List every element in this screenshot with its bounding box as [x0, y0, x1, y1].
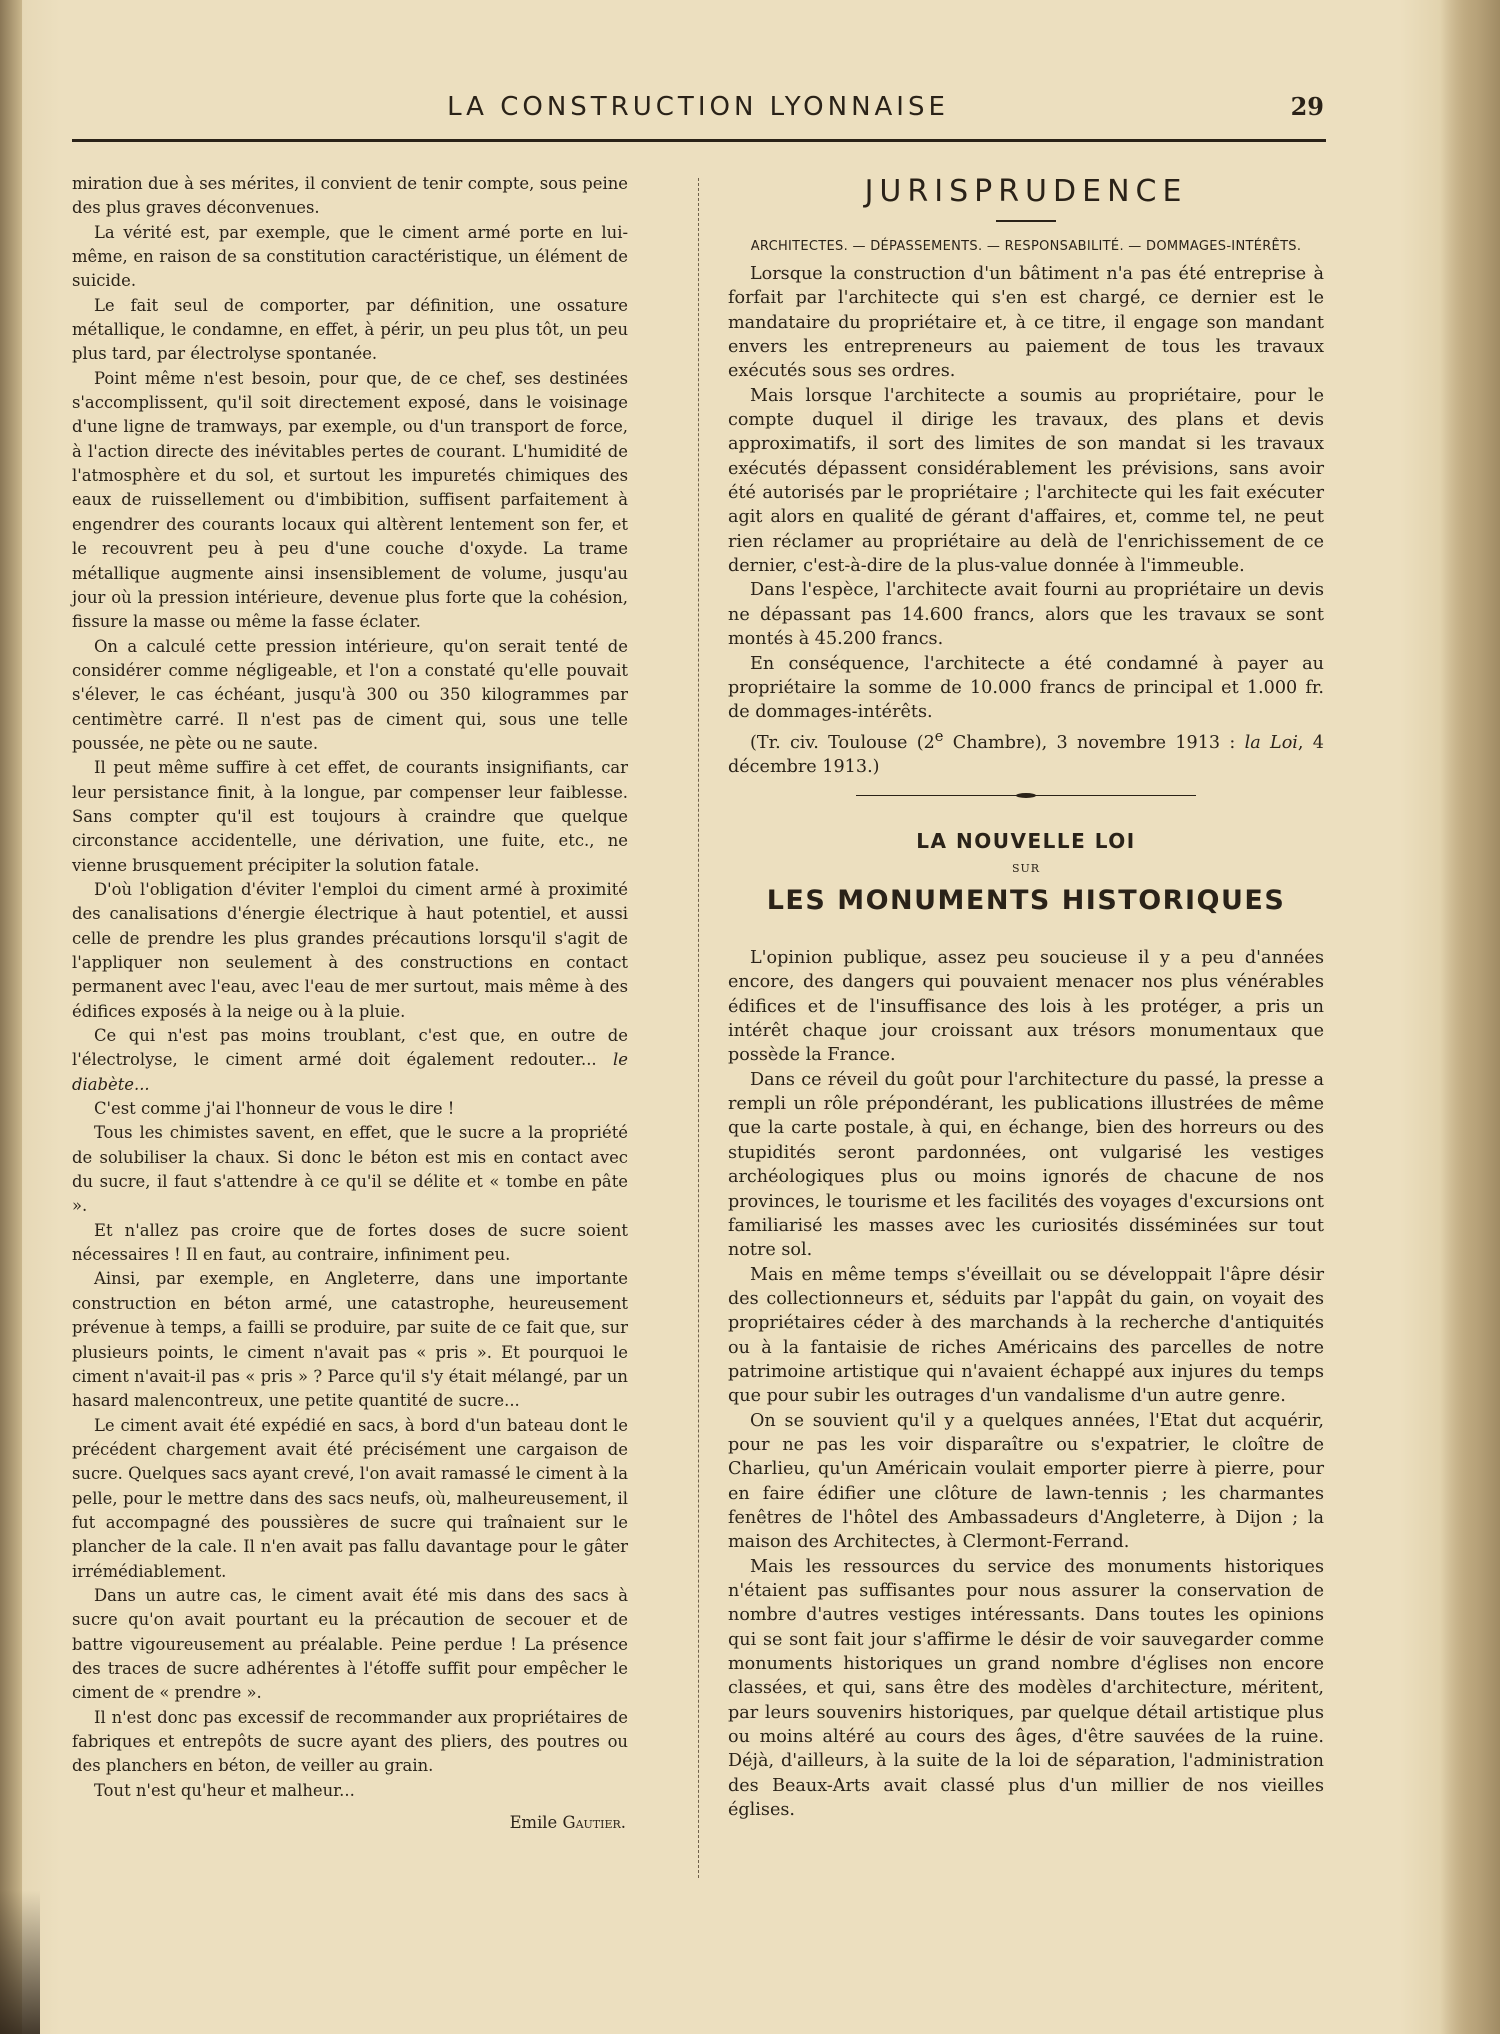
paragraph: miration due à ses mérites, il convient de tenir compte, sous peine des plus graves déconvenues. [72, 174, 628, 218]
paragraph: Il peut même suffire à cet effet, de courants insignifiants, car leur persistance finit, à la longue, par compenser leur faiblesse. Sans compter qu'il est toujours à craindre que quelque circonstance accidentelle, une dérivation, une fuite, etc., ne vienne brusquement précipiter la solution fatale. [72, 758, 628, 875]
paragraph: On se souvient qu'il y a quelques années, l'Etat dut acquérir, pour ne pas les voir disparaître ou s'expatrier, le cloître de Charlieu, qu'un Américain voulait emporter pierre à pierre, pour en faire édifier une clôture de lawn-tennis ; les charmantes fenêtres de l'hôtel des Ambassadeurs d'Angleterre, à Dijon ; la maison des Architectes, à Clermont-Ferrand. [728, 1410, 1324, 1553]
column-divider [698, 178, 700, 1878]
paragraph: Ainsi, par exemple, en Angleterre, dans une importante construction en béton armé, une catastrophe, heureusement prévenue à temps, a failli se produire, par suite de ce fait que, sur plusieurs points, le ciment n'avait pas « pris ». Et pourquoi le ciment n'avait-il pas « pris » ? Parce qu'il s'y était mélangé, par un hasard malencontreux, une petite quantité de sucre... [72, 1269, 628, 1411]
paragraph: Il n'est donc pas excessif de recommander aux propriétaires de fabriques et entrepôts de sucre ayant des pliers, des poutres ou des planchers en béton, de veiller au grain. [72, 1707, 628, 1776]
journal-title: LA CONSTRUCTION LYONNAISE [447, 92, 949, 122]
paragraph: On a calculé cette pression intérieure, qu'on serait tenté de considérer comme négligeable, et l'on a constaté qu'elle pouvait s'élever, le cas échéant, jusqu'à 300 ou 350 kilogrammes par centimètre carré. Il n'est pas de ciment qui, sous une telle poussée, ne pète ou ne saute. [72, 636, 628, 753]
author-last-name: Gautier. [562, 1813, 626, 1833]
paragraph [72, 1024, 628, 1097]
loi-title: LA NOUVELLE LOI [916, 829, 1136, 854]
citation-italic: la Loi [1244, 732, 1298, 753]
paragraph: Point même n'est besoin, pour que, de ce chef, ses destinées s'accomplissent, qu'il soit directement exposé, dans le voisinage d'une ligne de tramways, par exemple, ou d'un transport de force, à l'action directe des inévitables pertes de courant. L'humidité de l'atmosphère et du sol, et surtout les impuretés chimiques des eaux de ruissellement ou d'imbibition, suffisent parfaitement à engendrer des courants locaux qui altèrent lentement son fer, et le recouvrent peu à peu d'une couche d'oxyde. La trame métallique augmente ainsi insensiblement de volume, jusqu'au jour où la pression intérieure, devenue plus forte que la cohésion, fissure la masse ou même la fasse éclater. [72, 368, 628, 632]
author-signature [72, 1811, 628, 1835]
header-rule [72, 139, 1326, 142]
paragraph: Dans un autre cas, le ciment avait été mis dans des sacs à sucre qu'on avait pourtant eu la précaution de secouer et de battre vigoureusement au préalable. Peine perdue ! La présence des traces de sucre adhérentes à l'étoffe suffit pour empêcher le ciment de « prendre ». [72, 1585, 628, 1703]
citation [728, 725, 1324, 780]
section-divider [856, 795, 1196, 796]
paragraph: Tous les chimistes savent, en effet, que le sucre a la propriété de solubiliser la chaux. Si donc le béton est mis en contact avec du sucre, il faut s'attendre à ce qu'il se délite et « tombe en pâte ». [72, 1123, 628, 1216]
paragraph: C'est comme j'ai l'honneur de vous le dire ! [94, 1099, 455, 1119]
loi-sur: SUR [1011, 862, 1041, 876]
monuments-title: LES MONUMENTS HISTORIQUES [766, 885, 1286, 917]
paragraph: Le ciment avait été expédié en sacs, à bord d'un bateau dont le précédent chargement avait été précisément une cargaison de sucre. Quelques sacs ayant crevé, l'on avait ramassé le ciment à la pelle, pour le mettre dans des sacs neufs, où, malheureusement, il fut accompagné des poussières de sucre qui traînaient sur le plancher de la cale. Il n'en avait pas fallu davantage pour le gâter irrémédiablement. [72, 1415, 628, 1581]
paragraph: D'où l'obligation d'éviter l'emploi du ciment armé à proximité des canalisations d'énergie électrique à haut potentiel, et aussi celle de prendre les plus grandes précautions lorsqu'il s'agit de l'appliquer non seulement à des constructions en contact permanent avec l'eau, avec l'eau de mer surtout, mais même à des édifices exposés à la neige ou à la pluie. [72, 879, 628, 1021]
italic-diabete: le diabète... [72, 1050, 628, 1094]
jurisprudence-title: JURISPRUDENCE [864, 174, 1188, 209]
paragraph: L'opinion publique, assez peu soucieuse il y a peu d'années encore, des dangers qui pouvaient menacer nos plus vénérables édifices et de l'insuffisance des lois à les protéger, a pris un intérêt chaque jour croissant aux trésors monumentaux que possède la France. [728, 948, 1324, 1066]
paragraph: Mais lorsque l'architecte a soumis au propriétaire, pour le compte duquel il dirige les travaux, des plans et devis approximatifs, il sort des limites de son mandat si les travaux exécutés dépassent considérablement les prévisions, sans avoir été autorisés par le propriétaire ; l'architecte qui les fait exécuter agit alors en qualité de gérant d'affaires, et, comme tel, ne peut rien réclamer au propriétaire au delà de l'enrichissement de ce dernier, c'est-à-dire de la plus-value donnée à l'immeuble. [728, 385, 1324, 577]
page-right-edge [1440, 0, 1500, 2034]
paragraph: La vérité est, par exemple, que le ciment armé porte en lui-même, en raison de sa constitution caractéristique, un élément de suicide. [72, 222, 628, 291]
right-column [728, 172, 1324, 1822]
paragraph: Lorsque la construction d'un bâtiment n'a pas été entreprise à forfait par l'architecte qui s'en est chargé, ce dernier est le mandataire du propriétaire et, à ce titre, il engage son mandant envers les entrepreneurs au paiement de tous les travaux exécutés sous ses ordres. [728, 264, 1324, 382]
spine-shadow [0, 0, 22, 2034]
citation-superscript: e [934, 727, 944, 745]
citation-text: , 4 décembre 1913.) [728, 732, 1324, 777]
paragraph: Dans l'espèce, l'architecte avait fourni au propriétaire un devis ne dépassant pas 14.600 francs, alors que les travaux se sont montés à 45.200 francs. [728, 580, 1324, 650]
paragraph: Dans ce réveil du goût pour l'architecture du passé, la presse a rempli un rôle prépondérant, les publications illustrées de même que la carte postale, à qui, en échange, bien des horreurs ou des stupidités seront pardonnées, ont vulgarisé les vestiges archéologiques plus ou moins ignorés de chacune de nos provinces, le tourisme et les facilités des voyages d'excursions ont familiarisé les masses avec les curiosités disséminées sur tout notre sol. [728, 1069, 1324, 1261]
citation-text: (Tr. civ. Toulouse (2 [750, 732, 935, 753]
page-number: 29 [1290, 92, 1324, 121]
author-first-name: Emile [509, 1813, 558, 1833]
paragraph: En conséquence, l'architecte a été condamné à payer au propriétaire la somme de 10.000 francs de principal et 1.000 fr. de dommages-intérêts. [728, 653, 1324, 723]
paragraph: Et n'allez pas croire que de fortes doses de sucre soient nécessaires ! Il en faut, au contraire, infiniment peu. [72, 1220, 628, 1265]
title-rule [996, 220, 1056, 222]
running-header [72, 92, 1324, 132]
jurisprudence-subhead: ARCHITECTES. — DÉPASSEMENTS. — RESPONSABILITÉ. — DOMMAGES-INTÉRÊTS. [750, 239, 1302, 254]
paragraph: Le fait seul de comporter, par définition, une ossature métallique, le condamne, en effet, à périr, un peu plus tôt, un peu plus tard, par électrolyse spontanée. [72, 295, 628, 364]
paragraph: Mais en même temps s'éveillait ou se développait l'âpre désir des collectionneurs et, séduits par l'appât du gain, on voyait des propriétaires céder à des marchands à la recherche d'antiquités ou à la fantaisie de riches Américains des parcelles de notre patrimoine artistique qui n'avaient échappé aux injures du temps que pour subir les outrages d'un vandalisme d'un autre genre. [728, 1264, 1324, 1407]
paragraph-text: Ce qui n'est pas moins troublant, c'est que, en outre de l'électrolyse, le ciment armé doit également redouter... [72, 1026, 628, 1070]
citation-text: Chambre), 3 novembre 1913 : [943, 732, 1245, 753]
paragraph: Mais les ressources du service des monuments historiques n'étaient pas suffisantes pour nous assurer la conservation de nombre d'autres vestiges intéressants. Dans toutes les opinions qui se sont fait jour s'affirme le désir de voir sauvegarder comme monuments historiques un grand nombre d'églises non encore classées, et qui, sans être des modèles d'architecture, méritent, par leurs souvenirs historiques, par quelque détail artistique plus ou moins altéré au cours des âges, d'être sauvées de la ruine. Déjà, d'ailleurs, à la suite de la loi de séparation, l'administration des Beaux-Arts avait classé plus d'un millier de nos vieilles églises. [728, 1556, 1324, 1821]
spine-bottom-shadow [0, 1890, 40, 2034]
left-column [72, 172, 628, 1835]
paragraph: Tout n'est qu'heur et malheur... [94, 1780, 355, 1800]
